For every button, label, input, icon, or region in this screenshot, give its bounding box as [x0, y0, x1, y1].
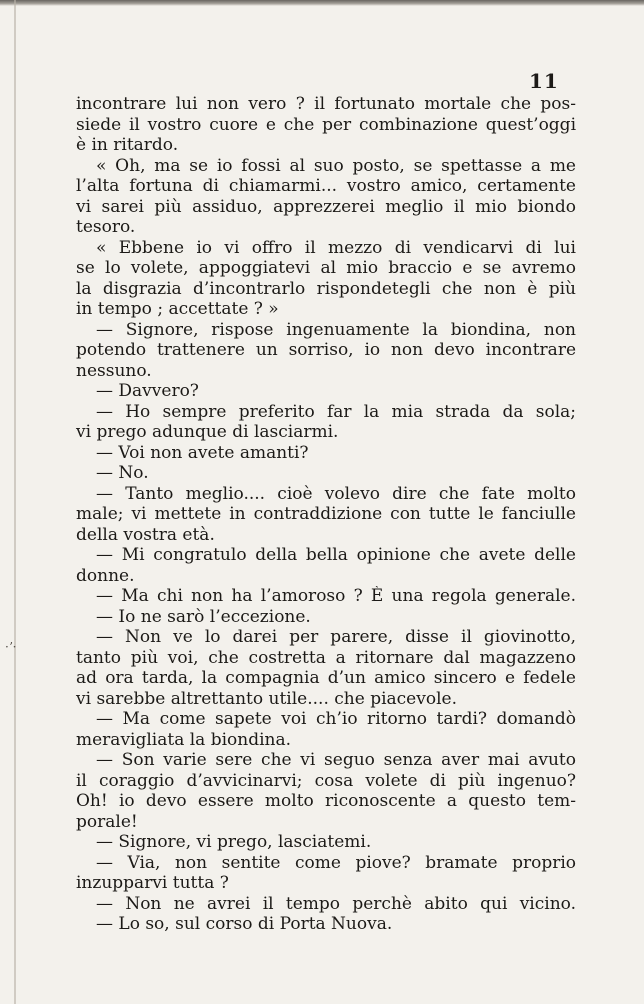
text-line: vi sarebbe altrettanto utile.... che piacevole.: [76, 688, 457, 709]
text-line: l’alta fortuna di chiamarmi... vostro amico, certamente: [76, 176, 576, 196]
text-line: incontrare lui non vero ? il fortunato mortale che pos-: [76, 94, 576, 114]
text-line: la disgrazia d’incontrarlo rispondetegli che non è più: [76, 278, 576, 299]
text-line: — Signore, vi prego, lasciatemi.: [96, 832, 372, 852]
text-line: — Ho sempre preferito far la mia strada da sola;: [96, 401, 576, 422]
text-line: — Davvero?: [96, 381, 199, 401]
text-line: — Voi non avete amanti?: [96, 442, 309, 463]
text-line: — No.: [96, 463, 149, 483]
text-line: meravigliata la biondina.: [76, 729, 292, 750]
text-line: tesoro.: [76, 217, 136, 237]
text-line: — Signore, rispose ingenuamente la biondina, non: [96, 319, 576, 340]
text-line: in tempo ; accettate ? »: [76, 299, 279, 319]
text-line: Oh! io devo essere molto riconoscente a questo tem-: [76, 791, 576, 811]
text-line: potendo trattenere un sorriso, io non devo incontrare: [76, 340, 576, 360]
text-line: tanto più voi, che costretta a ritornare dal magazzeno: [76, 647, 576, 668]
text-line: se lo volete, appoggiatevi al mio braccio e se avremo: [76, 258, 576, 278]
text-line: — Lo so, sul corso di Porta Nuova.: [96, 914, 393, 934]
text-line: male; vi mettete in contraddizione con tutte le fanciulle: [76, 504, 576, 524]
page-left-edge: [14, 0, 16, 1004]
text-line: ad ora tarda, la compagnia d’un amico sincero e fedele: [76, 668, 576, 688]
text-line: vi sarei più assiduo, apprezzerei meglio il mio biondo: [76, 196, 576, 217]
text-line: inzupparvi tutta ?: [76, 873, 229, 893]
text-line: nessuno.: [76, 360, 152, 381]
text-line: della vostra età.: [76, 524, 215, 545]
text-line: porale!: [76, 811, 138, 832]
text-line: — Son varie sere che vi seguo senza aver mai avuto: [96, 750, 576, 770]
text-line: — Mi congratulo della bella opinione che avete delle: [96, 545, 576, 565]
text-line: — Ma chi non ha l’amoroso ? È una regola generale.: [96, 586, 576, 606]
margin-mark: ·ʼ·: [5, 640, 17, 654]
text-line: — Non ve lo darei per parere, disse il giovinotto,: [96, 627, 576, 647]
text-line: — Io ne sarò l’eccezione.: [96, 606, 311, 627]
text-line: donne.: [76, 565, 135, 586]
text-line: « Ebbene io vi offro il mezzo di vendicarvi di lui: [96, 237, 576, 258]
text-line: — Tanto meglio.... cioè volevo dire che fate molto: [96, 483, 576, 504]
page-number: 11: [529, 69, 559, 93]
text-line: vi prego adunque di lasciarmi.: [76, 422, 339, 442]
text-line: — Non ne avrei il tempo perchè abito qui vicino.: [96, 893, 576, 914]
page-top-edge: [0, 0, 644, 6]
text-line: « Oh, ma se io fossi al suo posto, se spettasse a me: [96, 155, 576, 176]
text-line: siede il vostro cuore e che per combinazione quest’oggi: [76, 114, 576, 135]
text-line: — Ma come sapete voi ch’io ritorno tardi? domandò: [96, 709, 576, 729]
body-text: [76, 94, 576, 935]
text-line: il coraggio d’avvicinarvi; cosa volete di più ingenuo?: [76, 770, 576, 791]
text-line: è in ritardo.: [76, 135, 179, 155]
text-line: — Via, non sentite come piove? bramate proprio: [96, 852, 576, 873]
